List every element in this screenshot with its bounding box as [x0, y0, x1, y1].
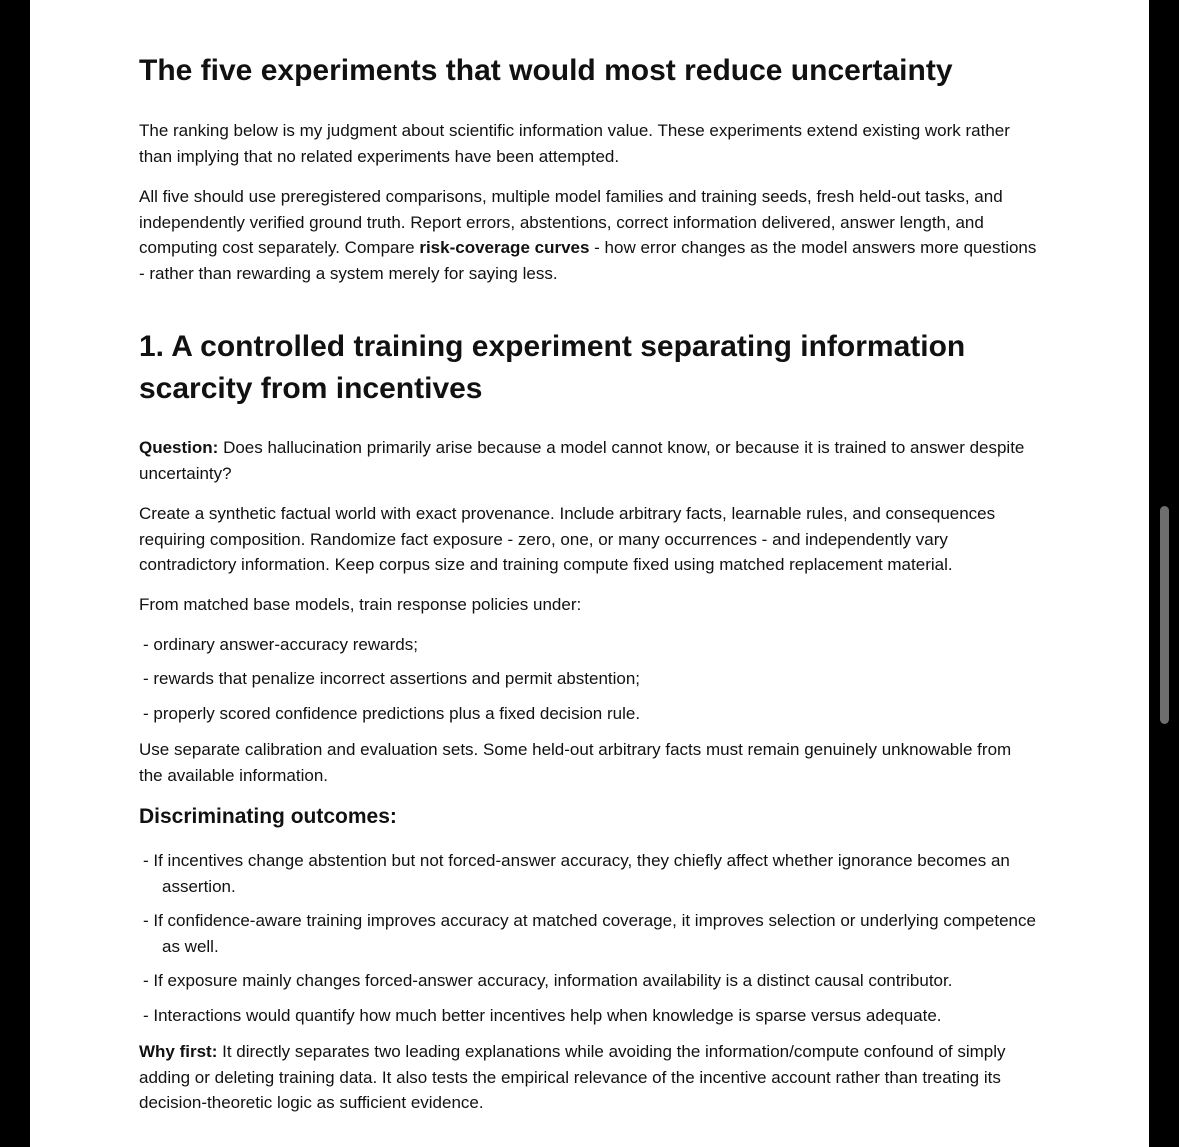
why-first-text: It directly separates two leading explanations while avoiding the information/compute confound of simply adding or deleting training data. It also tests the empirical relevance of the incentive account rather than treating its decision-theoretic logic as sufficient evidence.: [139, 1042, 1006, 1112]
outcomes-heading: Discriminating outcomes:: [139, 805, 397, 828]
scrollbar-thumb[interactable]: [1160, 506, 1169, 724]
question-text: Does hallucination primarily arise because a model cannot know, or because it is trained to answer despite uncertainty?: [139, 438, 1025, 483]
why-first-paragraph: [139, 1039, 1039, 1116]
question-paragraph: [139, 435, 1039, 486]
policies-intro: From matched base models, train response policies under:: [139, 595, 582, 614]
list-item: - If confidence-aware training improves accuracy at matched coverage, it improves selection or underlying competence as well.: [143, 911, 1036, 956]
list-item: - ordinary answer-accuracy rewards;: [143, 635, 418, 654]
question-label: Question:: [139, 438, 219, 457]
methods-text-before: All five should use preregistered comparisons, multiple model families and training seeds, fresh held-out tasks, and independently verified ground truth. Report errors, abstentions, correct information delivered, answer length, and computing cost separately. Compare: [139, 187, 1003, 257]
list-item: - properly scored confidence predictions plus a fixed decision rule.: [143, 704, 641, 723]
why-first-label: Why first:: [139, 1042, 218, 1061]
methods-paragraph: [139, 184, 1039, 286]
intro-paragraph: The ranking below is my judgment about scientific information value. These experiments extend existing work rather than implying that no related experiments have been attempted.: [139, 121, 1010, 166]
calibration-paragraph: Use separate calibration and evaluation sets. Some held-out arbitrary facts must remain genuinely unknowable from the available information.: [139, 740, 1012, 785]
document-page: [30, 0, 1149, 1147]
page-title: The five experiments that would most reduce uncertainty: [139, 54, 953, 87]
list-item: - rewards that penalize incorrect assertions and permit abstention;: [143, 669, 641, 688]
list-item: - If exposure mainly changes forced-answer accuracy, information availability is a distinct causal contributor.: [143, 971, 953, 990]
list-item: - Interactions would quantify how much better incentives help when knowledge is sparse versus adequate.: [143, 1006, 942, 1025]
section-heading: 1. A controlled training experiment separating information scarcity from incentives: [139, 330, 966, 405]
methods-text-after: - how error changes as the model answers more questions - rather than rewarding a system merely for saying less.: [139, 238, 1037, 283]
list-item: - If incentives change abstention but not forced-answer accuracy, they chiefly affect whether ignorance becomes an assertion.: [143, 851, 1010, 896]
synthetic-world-paragraph: Create a synthetic factual world with exact provenance. Include arbitrary facts, learnable rules, and consequences requiring composition. Randomize fact exposure - zero, one, or many occurrences - and independently vary contradictory information. Keep corpus size and training compute fixed using matched replacement material.: [139, 504, 996, 574]
risk-coverage-term: risk-coverage curves: [419, 238, 590, 257]
